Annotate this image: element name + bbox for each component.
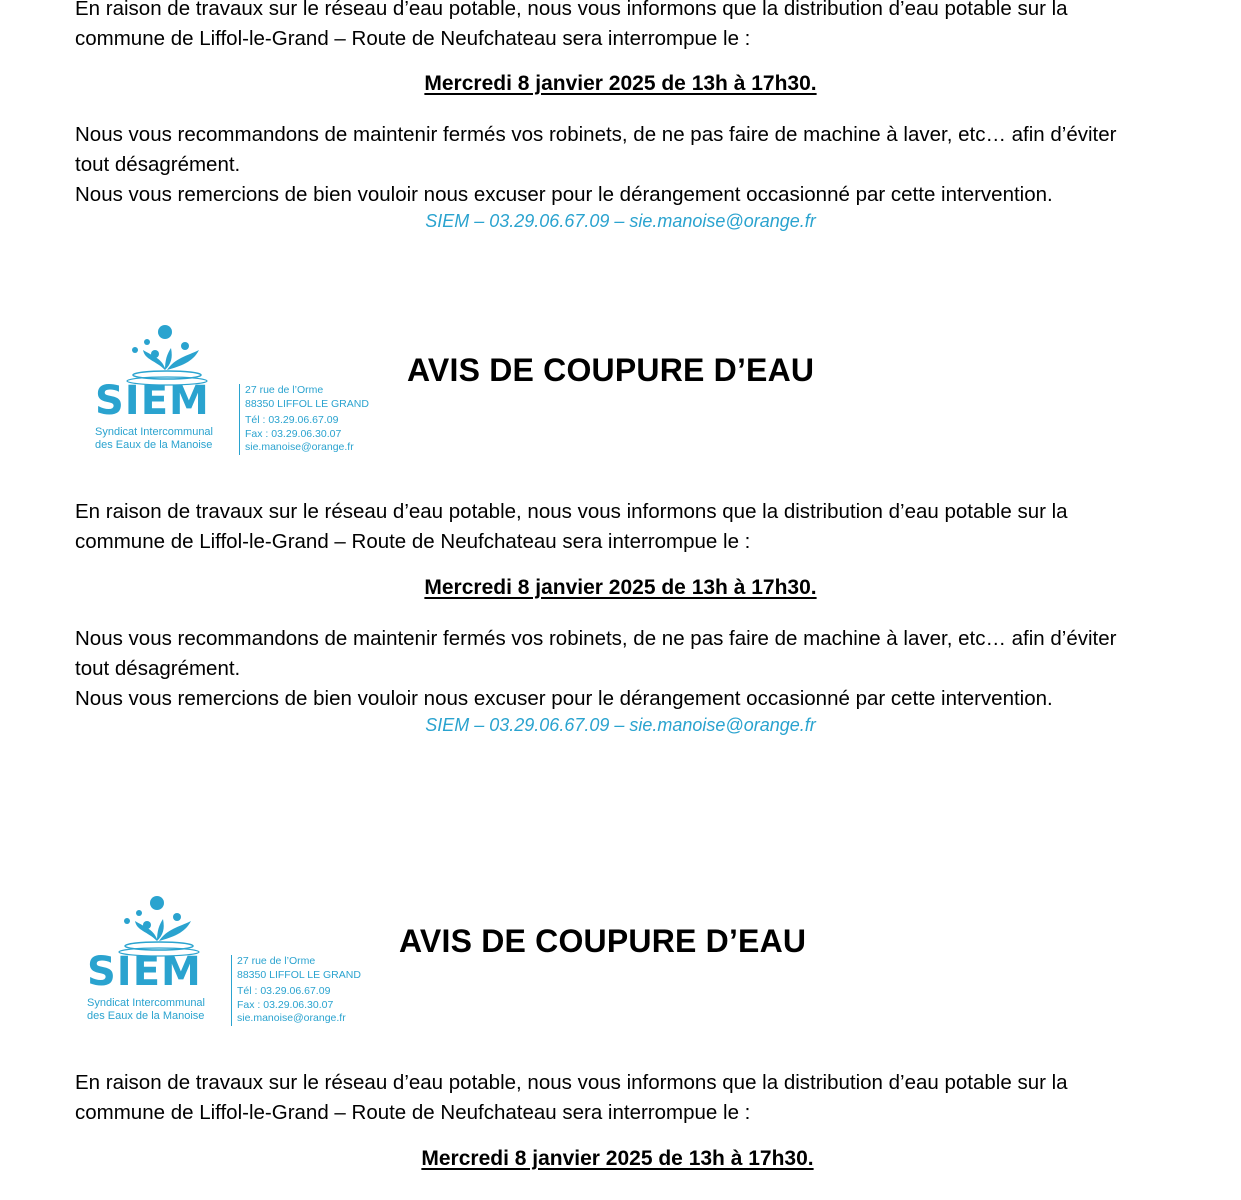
address-block [237,955,361,1026]
address-email: sie.manoise@orange.fr [245,441,354,453]
intro-line-2: commune de Liffol-le-Grand – Route de Neufchateau sera interrompue le : [75,27,751,50]
address-fax: Fax : 03.29.06.30.07 [245,427,342,440]
thanks-line: Nous vous remercions de bien vouloir nous excuser pour le dérangement occasionné par cette intervention. [75,687,1053,710]
date-line: Mercredi 8 janvier 2025 de 13h à 17h30. [424,72,817,95]
intro-line-2: commune de Liffol-le-Grand – Route de Neufchateau sera interrompue le : [75,530,751,553]
thanks-line: Nous vous remercions de bien vouloir nous excuser pour le dérangement occasionné par cette intervention. [75,183,1053,206]
siem-brand: SIEM [87,949,202,995]
notice-title: AVIS DE COUPURE D’EAU [407,352,815,388]
address-tel: Tél : 03.29.06.67.09 [237,985,331,997]
notice-title: AVIS DE COUPURE D’EAU [399,923,807,959]
siem-logo [87,891,377,1031]
intro-line-1: En raison de travaux sur le réseau d’eau potable, nous vous informons que la distribution d’eau potable sur la [75,1071,1068,1094]
address-block [245,384,369,455]
contact-line: SIEM – 03.29.06.67.09 – sie.manoise@orange.fr [425,715,816,735]
syndicate-line-1: Syndicat Intercommunal [95,426,213,438]
address-line-2: 88350 LIFFOL LE GRAND [245,397,369,410]
syndicate-line-1: Syndicat Intercommunal [87,997,205,1009]
intro-line-2: commune de Liffol-le-Grand – Route de Neufchateau sera interrompue le : [75,1101,751,1124]
recommend-line-1: Nous vous recommandons de maintenir fermés vos robinets, de ne pas faire de machine à laver, etc… afin d’éviter [75,627,1117,650]
intro-line-1: En raison de travaux sur le réseau d’eau potable, nous vous informons que la distribution d’eau potable sur la [75,0,1068,20]
recommend-line-1: Nous vous recommandons de maintenir fermés vos robinets, de ne pas faire de machine à laver, etc… afin d’éviter [75,123,1117,146]
intro-line-1: En raison de travaux sur le réseau d’eau potable, nous vous informons que la distribution d’eau potable sur la [75,500,1068,523]
address-line-1: 27 rue de l’Orme [237,955,316,967]
address-divider [239,384,240,455]
address-divider [231,955,232,1026]
address-line-2: 88350 LIFFOL LE GRAND [237,968,361,981]
contact-line: SIEM – 03.29.06.67.09 – sie.manoise@orange.fr [425,211,816,231]
recommend-line-2: tout désagrément. [75,153,241,176]
date-line: Mercredi 8 janvier 2025 de 13h à 17h30. [424,576,817,599]
address-tel: Tél : 03.29.06.67.09 [245,414,339,426]
address-email: sie.manoise@orange.fr [237,1012,346,1024]
address-fax: Fax : 03.29.06.30.07 [237,998,334,1011]
siem-logo [95,320,385,460]
syndicate-line-2: des Eaux de la Manoise [87,1010,205,1022]
address-line-1: 27 rue de l’Orme [245,384,324,396]
syndicate-line-2: des Eaux de la Manoise [95,439,213,451]
recommend-line-2: tout désagrément. [75,657,241,680]
date-line: Mercredi 8 janvier 2025 de 13h à 17h30. [421,1147,814,1170]
siem-brand: SIEM [95,378,210,424]
